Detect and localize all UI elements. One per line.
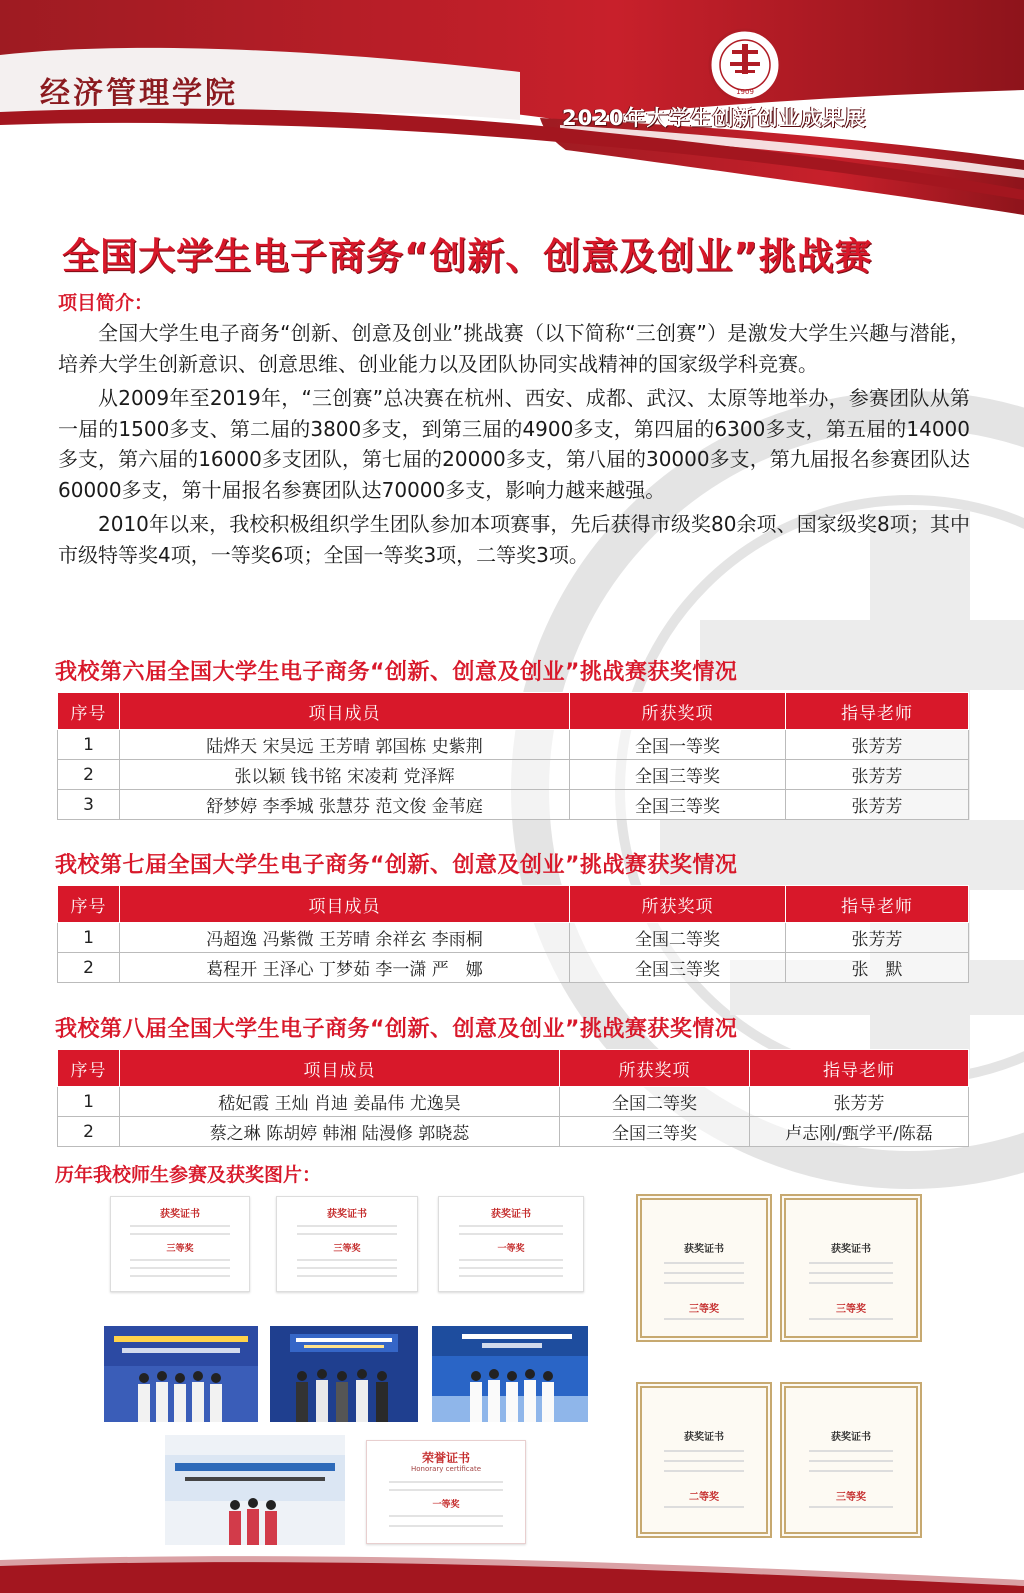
cell-award: 全国一等奖 [570, 730, 786, 760]
certificate-image [276, 1196, 418, 1292]
table-header-row [58, 886, 969, 923]
col-header: 所获奖项 [570, 886, 786, 923]
intro-paragraph: 2010年以来，我校积极组织学生团队参加本项赛事，先后获得市级奖80余项、国家级奖8项；其中市级特等奖4项，一等奖6项；全国一等奖3项，二等奖3项。 [58, 512, 970, 567]
cell-advisor: 张 默 [786, 953, 969, 983]
framed-certificate-image [780, 1194, 922, 1342]
cell-members: 葛程开 王泽心 丁梦茹 李一潇 严 娜 [120, 953, 570, 983]
table-row [58, 760, 969, 790]
section-8-heading: 我校第八届全国大学生电子商务“创新、创意及创业”挑战赛获奖情况 [55, 1017, 738, 1042]
cell-advisor: 张芳芳 [786, 730, 969, 760]
cell-award: 全国二等奖 [570, 923, 786, 953]
certificate-level: 二等奖 [689, 1492, 719, 1503]
certificate-title: 获奖证书 [491, 1209, 531, 1220]
col-header: 序号 [58, 886, 120, 923]
certificate-image [438, 1196, 584, 1292]
cell-index: 2 [58, 953, 120, 983]
cell-index: 1 [58, 923, 120, 953]
section-6-heading: 我校第六届全国大学生电子商务“创新、创意及创业”挑战赛获奖情况 [55, 660, 738, 685]
intro-paragraph: 全国大学生电子商务“创新、创意及创业”挑战赛（以下简称“三创赛”）是激发大学生兴趣与潜能，培养大学生创新意识、创意思维、创业能力以及团队协同实战精神的国家级学科竞赛。 [58, 321, 970, 376]
col-header: 序号 [58, 1050, 120, 1087]
cell-award: 全国二等奖 [560, 1087, 750, 1117]
cell-advisor: 张芳芳 [786, 790, 969, 820]
col-header: 项目成员 [120, 693, 570, 730]
table-row [58, 953, 969, 983]
col-header: 指导老师 [750, 1050, 969, 1087]
team-photo [104, 1326, 258, 1422]
cell-index: 2 [58, 760, 120, 790]
awards-table-6 [57, 692, 969, 820]
header-banner [0, 0, 1024, 230]
cell-award: 全国三等奖 [570, 760, 786, 790]
college-name: 经济管理学院 [40, 76, 238, 111]
certificate-level: 三等奖 [166, 1244, 194, 1254]
cell-award: 全国三等奖 [560, 1117, 750, 1147]
cell-index: 3 [58, 790, 120, 820]
table-row [58, 1087, 969, 1117]
framed-certificate-image [636, 1382, 772, 1538]
cell-award: 全国三等奖 [570, 790, 786, 820]
team-photo [270, 1326, 418, 1422]
certificate-title: 获奖证书 [831, 1432, 871, 1443]
col-header: 项目成员 [120, 886, 570, 923]
certificate-subtitle: Honorary certificate [411, 1465, 481, 1473]
pictures-heading: 历年我校师生参赛及获奖图片： [55, 1164, 322, 1186]
certificate-title: 荣誉证书 [421, 1451, 470, 1465]
intro-paragraph: 从2009年至2019年，“三创赛”总决赛在杭州、西安、成都、武汉、太原等地举办，参赛团队从第一届的1500多支、第二届的3800多支，到第三届的4900多支，第四届的6300多支，第五届的14000多支，第六届的16000多支团队，第七届的20000多支，第八届的30000多支，第九届报名参赛团队达60000多支，第十届报名参赛团队达70000多支，影响力越来越强。 [58, 386, 970, 502]
col-header: 所获奖项 [560, 1050, 750, 1087]
cell-advisor: 张芳芳 [786, 760, 969, 790]
cell-members: 张以颖 钱书铭 宋凌莉 党泽辉 [120, 760, 570, 790]
cell-advisor: 张芳芳 [786, 923, 969, 953]
intro-heading: 项目简介： [58, 292, 154, 314]
cell-members: 嵇妃霞 王灿 肖迪 姜晶伟 尤逸昊 [120, 1087, 560, 1117]
table-row [58, 923, 969, 953]
certificate-title: 获奖证书 [327, 1209, 367, 1220]
framed-certificate-image [636, 1194, 772, 1342]
seal-year: 1909 [736, 88, 754, 96]
cell-advisor: 卢志刚/甄学平/陈磊 [750, 1117, 969, 1147]
certificate-title: 获奖证书 [684, 1432, 724, 1443]
certificate-image [110, 1196, 250, 1292]
framed-certificate-image [780, 1382, 922, 1538]
cell-award: 全国三等奖 [570, 953, 786, 983]
certificate-level: 一等奖 [432, 1500, 460, 1510]
certificate-title: 获奖证书 [831, 1244, 871, 1255]
certificate-level: 一等奖 [497, 1244, 525, 1254]
cell-members: 陆烨天 宋昊远 王芳晴 郭国栋 史紫荆 [120, 730, 570, 760]
cell-index: 2 [58, 1117, 120, 1147]
cell-members: 舒梦婷 李季城 张慧芬 范文俊 金苇庭 [120, 790, 570, 820]
university-seal-icon [708, 28, 782, 102]
team-photo [432, 1326, 588, 1422]
table-row [58, 730, 969, 760]
table-row [58, 1117, 969, 1147]
cell-advisor: 张芳芳 [750, 1087, 969, 1117]
certificate-level: 三等奖 [836, 1304, 866, 1315]
certificate-title: 获奖证书 [684, 1244, 724, 1255]
cell-members: 冯超逸 冯紫微 王芳晴 余祥玄 李雨桐 [120, 923, 570, 953]
col-header: 项目成员 [120, 1050, 560, 1087]
certificate-level: 三等奖 [333, 1244, 361, 1254]
cell-members: 蔡之琳 陈胡婷 韩湘 陆漫修 郭晓蕊 [120, 1117, 560, 1147]
col-header: 所获奖项 [570, 693, 786, 730]
exhibition-title: 2020年大学生创新创业成果展 [562, 106, 867, 130]
table-header-row [58, 1050, 969, 1087]
table-header-row [58, 693, 969, 730]
table-row [58, 790, 969, 820]
awards-table-8 [57, 1049, 969, 1147]
certificate-level: 三等奖 [836, 1492, 866, 1503]
intro-body [58, 318, 970, 570]
certificate-title: 获奖证书 [160, 1209, 200, 1220]
col-header: 指导老师 [786, 693, 969, 730]
main-title: 全国大学生电子商务“创新、创意及创业”挑战赛 [62, 235, 873, 278]
col-header: 序号 [58, 693, 120, 730]
section-7-heading: 我校第七届全国大学生电子商务“创新、创意及创业”挑战赛获奖情况 [55, 853, 738, 878]
footer-swoosh [0, 1520, 1024, 1593]
col-header: 指导老师 [786, 886, 969, 923]
cell-index: 1 [58, 1087, 120, 1117]
awards-table-7 [57, 885, 969, 983]
cell-index: 1 [58, 730, 120, 760]
certificate-level: 三等奖 [689, 1304, 719, 1315]
